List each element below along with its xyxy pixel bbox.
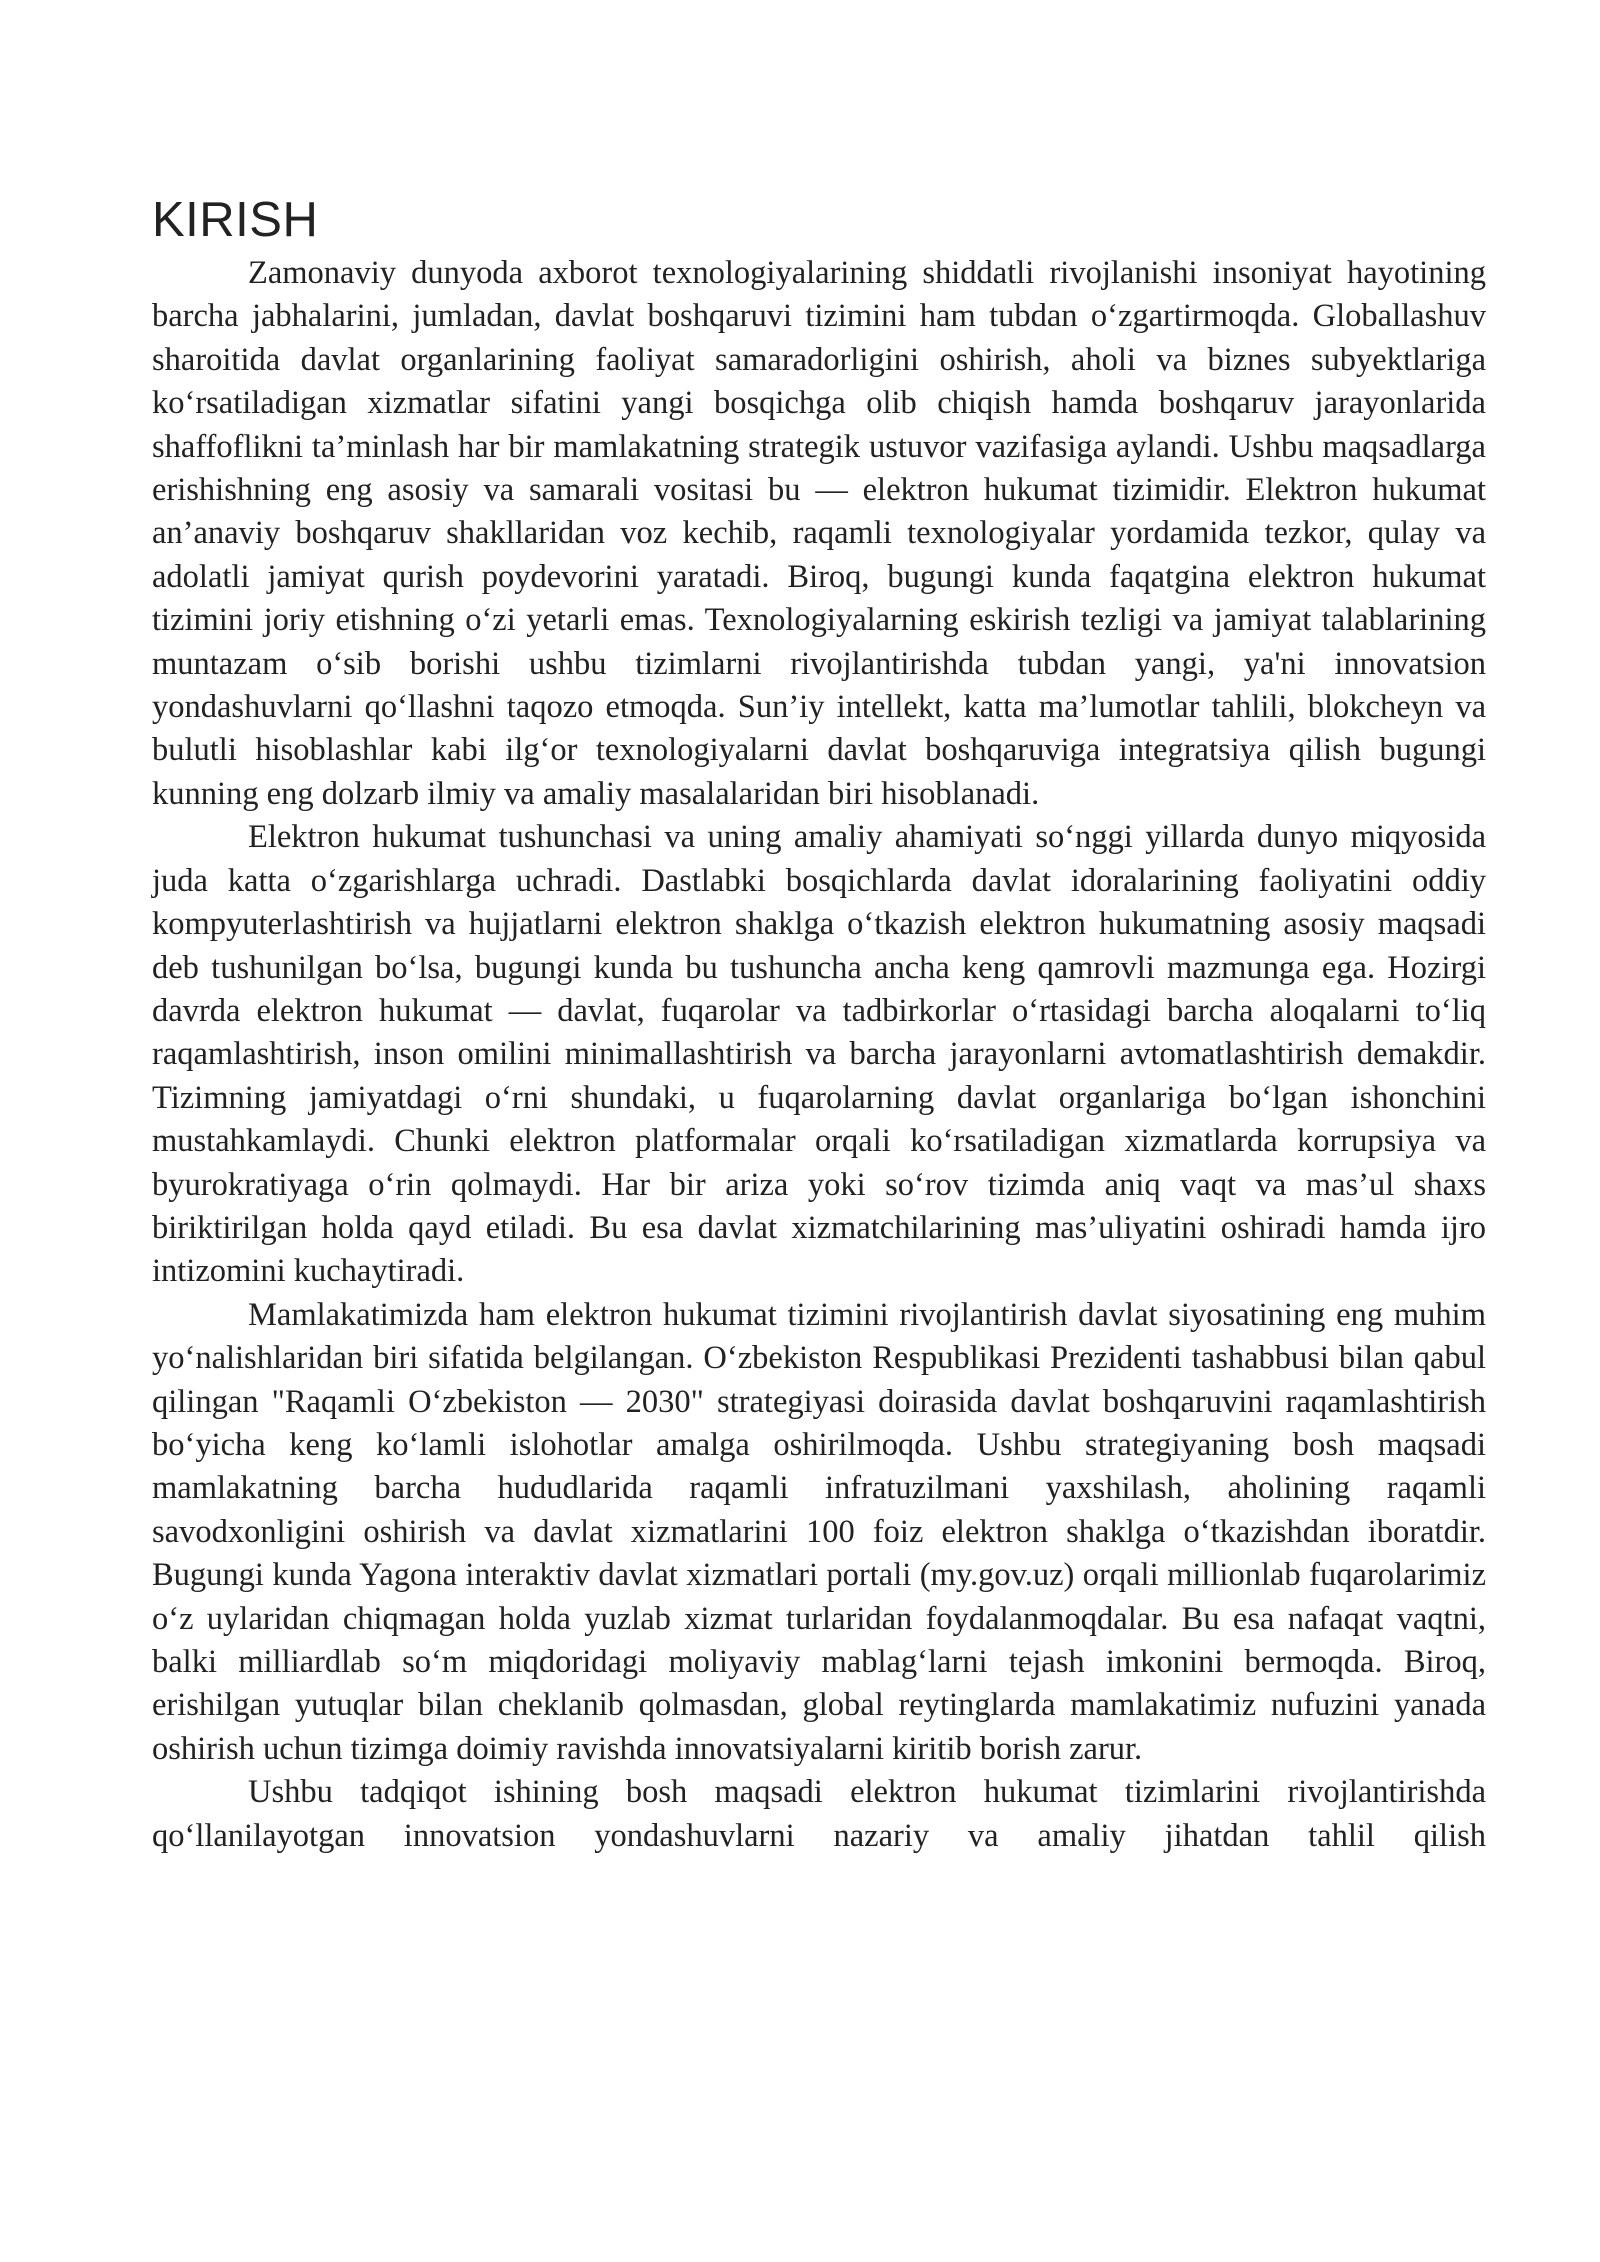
paragraph-2: Elektron hukumat tushunchasi va uning amaliy ahamiyati so‘nggi yillarda dunyo miqyosida juda katta o‘zgarishlarga uchradi. Dastlabki bosqichlarda davlat idoralarining faoliyatini oddiy kompyuterlashtirish va hujjatlarni elektron shaklga o‘tkazish elektron hukumatning asosiy maqsadi deb tushunilgan bo‘lsa, bugungi kunda bu tushuncha ancha keng qamrovli mazmunga ega. Hozirgi davrda elektron hukumat — davlat, fuqarolar va tadbirkorlar o‘rtasidagi barcha aloqalarni to‘liq raqamlashtirish, inson omilini minimallashtirish va barcha jarayonlarni avtomatlashtirish demakdir. Tizimning jamiyatdagi o‘rni shundaki, u fuqarolarning davlat organlariga bo‘lgan ishonchini mustahkamlaydi. Chunki elektron platformalar orqali ko‘rsatiladigan xizmatlarda korrupsiya va byurokratiyaga o‘rin qolmaydi. Har bir ariza yoki so‘rov tizimda aniq vaqt va mas’ul shaxs biriktirilgan holda qayd etiladi. Bu esa davlat xizmatchilarining mas’uliyatini oshiradi hamda ijro intizomini kuchaytiradi.: [152, 819, 1486, 1290]
section-heading: KIRISH: [152, 193, 319, 247]
paragraph-4: Ushbu tadqiqot ishining bosh maqsadi elektron hukumat tizimlarini rivojlantirishda qo‘llanilayotgan innovatsion yondashuvlarni nazariy va amaliy jihatdan tahlil qilish: [152, 1774, 1486, 1854]
paragraph-1: Zamonaviy dunyoda axborot texnologiyalarining shiddatli rivojlanishi insoniyat hayotining barcha jabhalarini, jumladan, davlat boshqaruvi tizimini ham tubdan o‘zgartirmoqda. Globallashuv sharoitida davlat organlarining faoliyat samaradorligini oshirish, aholi va biznes subyektlariga ko‘rsatiladigan xizmatlar sifatini yangi bosqichga olib chiqish hamda boshqaruv jarayonlarida shaffoflikni ta’minlash har bir mamlakatning strategik ustuvor vazifasiga aylandi. Ushbu maqsadlarga erishishning eng asosiy va samarali vositasi bu — elektron hukumat tizimidir. Elektron hukumat an’anaviy boshqaruv shakllaridan voz kechib, raqamli texnologiyalar yordamida tezkor, qulay va adolatli jamiyat qurish poydevorini yaratadi. Biroq, bugungi kunda faqatgina elektron hukumat tizimini joriy etishning o‘zi yetarli emas. Texnologiyalarning eskirish tezligi va jamiyat talablarining muntazam o‘sib borishi ushbu tizimlarni rivojlantirishda tubdan yangi, ya'ni innovatsion yondashuvlarni qo‘llashni taqozo etmoqda. Sun’iy intellekt, katta ma’lumotlar tahlili, blokcheyn va bulutli hisoblashlar kabi ilg‘or texnologiyalarni davlat boshqaruviga integratsiya qilish bugungi kunning eng dolzarb ilmiy va amaliy masalalaridan biri hisoblanadi.: [152, 255, 1486, 812]
paragraph-3: Mamlakatimizda ham elektron hukumat tizimini rivojlantirish davlat siyosatining eng muhim yo‘nalishlaridan biri sifatida belgilangan. O‘zbekiston Respublikasi Prezidenti tashabbusi bilan qabul qilingan "Raqamli O‘zbekiston — 2030" strategiyasi doirasida davlat boshqaruvini raqamlashtirish bo‘yicha keng ko‘lamli islohotlar amalga oshirilmoqda. Ushbu strategiyaning bosh maqsadi mamlakatning barcha hududlarida raqamli infratuzilmani yaxshilash, aholining raqamli savodxonligini oshirish va davlat xizmatlarini 100 foiz elektron shaklga o‘tkazishdan iboratdir. Bugungi kunda Yagona interaktiv davlat xizmatlari portali (my.gov.uz) orqali millionlab fuqarolarimiz o‘z uylaridan chiqmagan holda yuzlab xizmat turlaridan foydalanmoqdalar. Bu esa nafaqat vaqtni, balki milliardlab so‘m miqdoridagi moliyaviy mablag‘larni tejash imkonini bermoqda. Biroq, erishilgan yutuqlar bilan cheklanib qolmasdan, global reytinglarda mamlakatimiz nufuzini yanada oshirish uchun tizimga doimiy ravishda innovatsiyalarni kiritib borish zarur.: [152, 1296, 1486, 1767]
document-body: [152, 190, 1486, 1858]
